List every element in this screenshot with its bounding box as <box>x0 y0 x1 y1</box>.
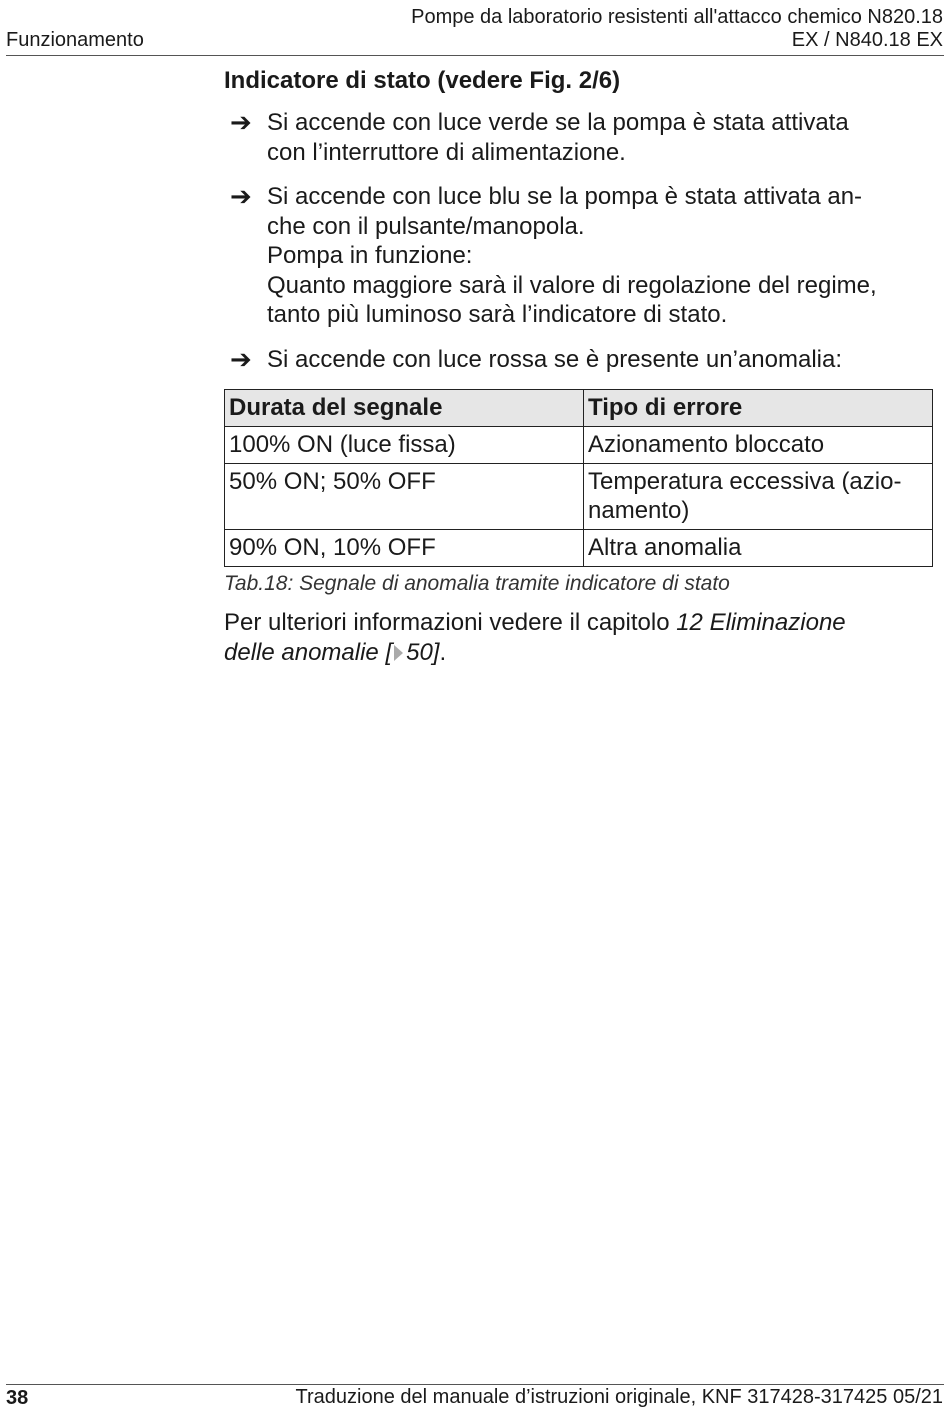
bullet-line: tanto più luminoso sarà l’indicatore di stato. <box>267 301 728 328</box>
page-reference-icon <box>394 645 403 661</box>
column-header-error-type: Tipo di errore <box>584 390 933 427</box>
table-cell: 90% ON, 10% OFF <box>225 530 584 567</box>
page-reference[interactable]: 50] <box>406 639 440 666</box>
more-info-paragraph <box>224 608 934 668</box>
error-signal-table <box>224 389 933 567</box>
table-cell: 50% ON; 50% OFF <box>225 464 584 530</box>
more-info-text: Per ulteriori informazioni vedere il capitolo <box>224 609 677 636</box>
table-header-row <box>225 390 933 427</box>
chapter-reference-link-cont[interactable]: delle anomalie [ <box>224 639 393 666</box>
sentence-end: . <box>439 639 447 666</box>
arrow-right-icon: ➔ <box>230 181 252 211</box>
bullet-green-light <box>224 108 934 167</box>
bullet-red-light <box>224 345 934 375</box>
bullet-line: Si accende con luce blu se la pompa è stata attivata an- <box>267 183 863 210</box>
header-divider <box>6 55 944 56</box>
more-info-line-2 <box>224 638 934 668</box>
table-cell-line: namento) <box>588 497 690 524</box>
arrow-right-icon: ➔ <box>230 343 252 374</box>
table-cell: 100% ON (luce fissa) <box>225 427 584 464</box>
footer-divider <box>6 1384 944 1385</box>
page-number: 38 <box>6 1387 29 1409</box>
bullet-line: Quanto maggiore sarà il valore di regolazione del regime, <box>267 271 877 299</box>
footer-text: Traduzione del manuale d’istruzioni originale, KNF 317428-317425 05/21 <box>295 1386 943 1408</box>
table-cell: Azionamento bloccato <box>584 427 933 464</box>
column-header-signal-duration: Durata del segnale <box>225 390 584 427</box>
section-heading: Indicatore di stato (vedere Fig. 2/6) <box>224 67 621 94</box>
arrow-right-icon: ➔ <box>230 107 252 137</box>
main-content <box>224 64 934 668</box>
table-cell: Altra anomalia <box>584 530 933 567</box>
table-caption: Tab.18: Segnale di anomalia tramite indicatore di stato <box>224 572 730 595</box>
table-row <box>225 530 933 567</box>
bullet-blue-light <box>224 182 934 330</box>
bullet-line: Si accende con luce verde se la pompa è stata attivata <box>267 109 849 136</box>
bullet-line: con l’interruttore di alimentazione. <box>267 138 626 166</box>
table-row <box>225 464 933 530</box>
header-section-title: Funzionamento <box>6 29 144 51</box>
bullet-line: Si accende con luce rossa se è presente un’anomalia: <box>267 345 843 373</box>
more-info-line-1 <box>224 608 934 638</box>
bullet-line: che con il pulsante/manopola. <box>267 212 585 240</box>
chapter-reference-link[interactable]: 12 Eliminazione <box>676 609 846 636</box>
header-title-line-1: Pompe da laboratorio resistenti all'attacco chemico N820.18 <box>411 6 943 28</box>
header-title-line-2: EX / N840.18 EX <box>791 29 943 51</box>
table-row <box>225 427 933 464</box>
table-cell <box>584 464 933 530</box>
table-cell-line: Temperatura eccessiva (azio- <box>588 468 902 495</box>
header-document-title <box>411 6 943 52</box>
bullet-line: Pompa in funzione: <box>267 242 473 269</box>
